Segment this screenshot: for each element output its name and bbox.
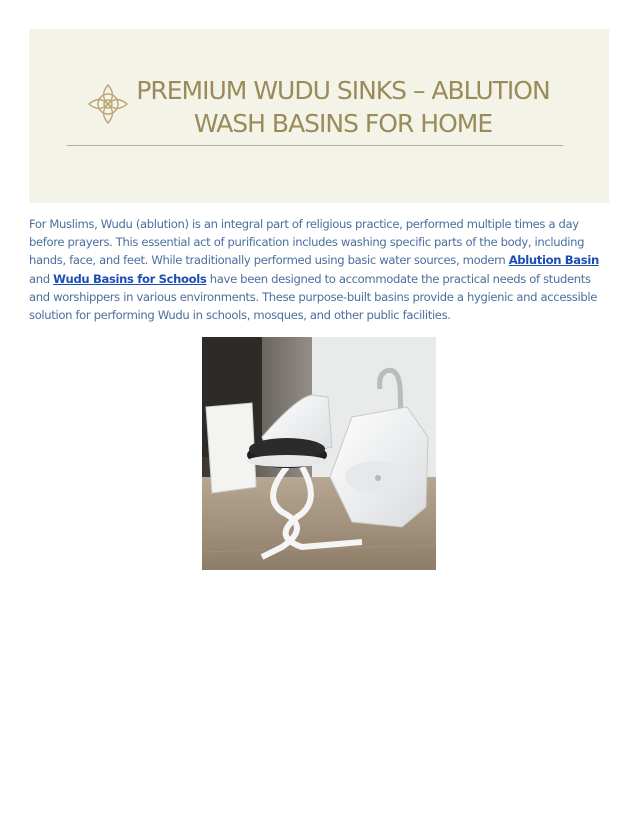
- ornament-icon: [87, 83, 129, 125]
- wudu-basins-schools-link[interactable]: Wudu Basins for Schools: [53, 271, 207, 286]
- title-divider: [67, 145, 563, 146]
- intro-text-3: have been designed to accommodate the practical needs of students and worshippers in various environments. These purpose-built basins provide a hygienic and accessible solution for performing Wudu in schools, mosques, and other public facilities.: [29, 271, 598, 323]
- intro-paragraph: [29, 215, 611, 324]
- header-banner: [29, 29, 609, 203]
- ablution-basin-link[interactable]: Ablution Basin: [508, 253, 599, 268]
- intro-text-1: For Muslims, Wudu (ablution) is an integral part of religious practice, performed multiple times a day before prayers. This essential act of purification includes washing specific parts of the body, including hands, face, and feet. While traditionally performed using basic water sources, modern: [29, 217, 585, 268]
- product-photo: [202, 337, 436, 570]
- intro-text-2: and: [29, 271, 54, 286]
- page-title: PREMIUM WUDU SINKS – ABLUTION WASH BASINS FOR HOME: [136, 76, 550, 138]
